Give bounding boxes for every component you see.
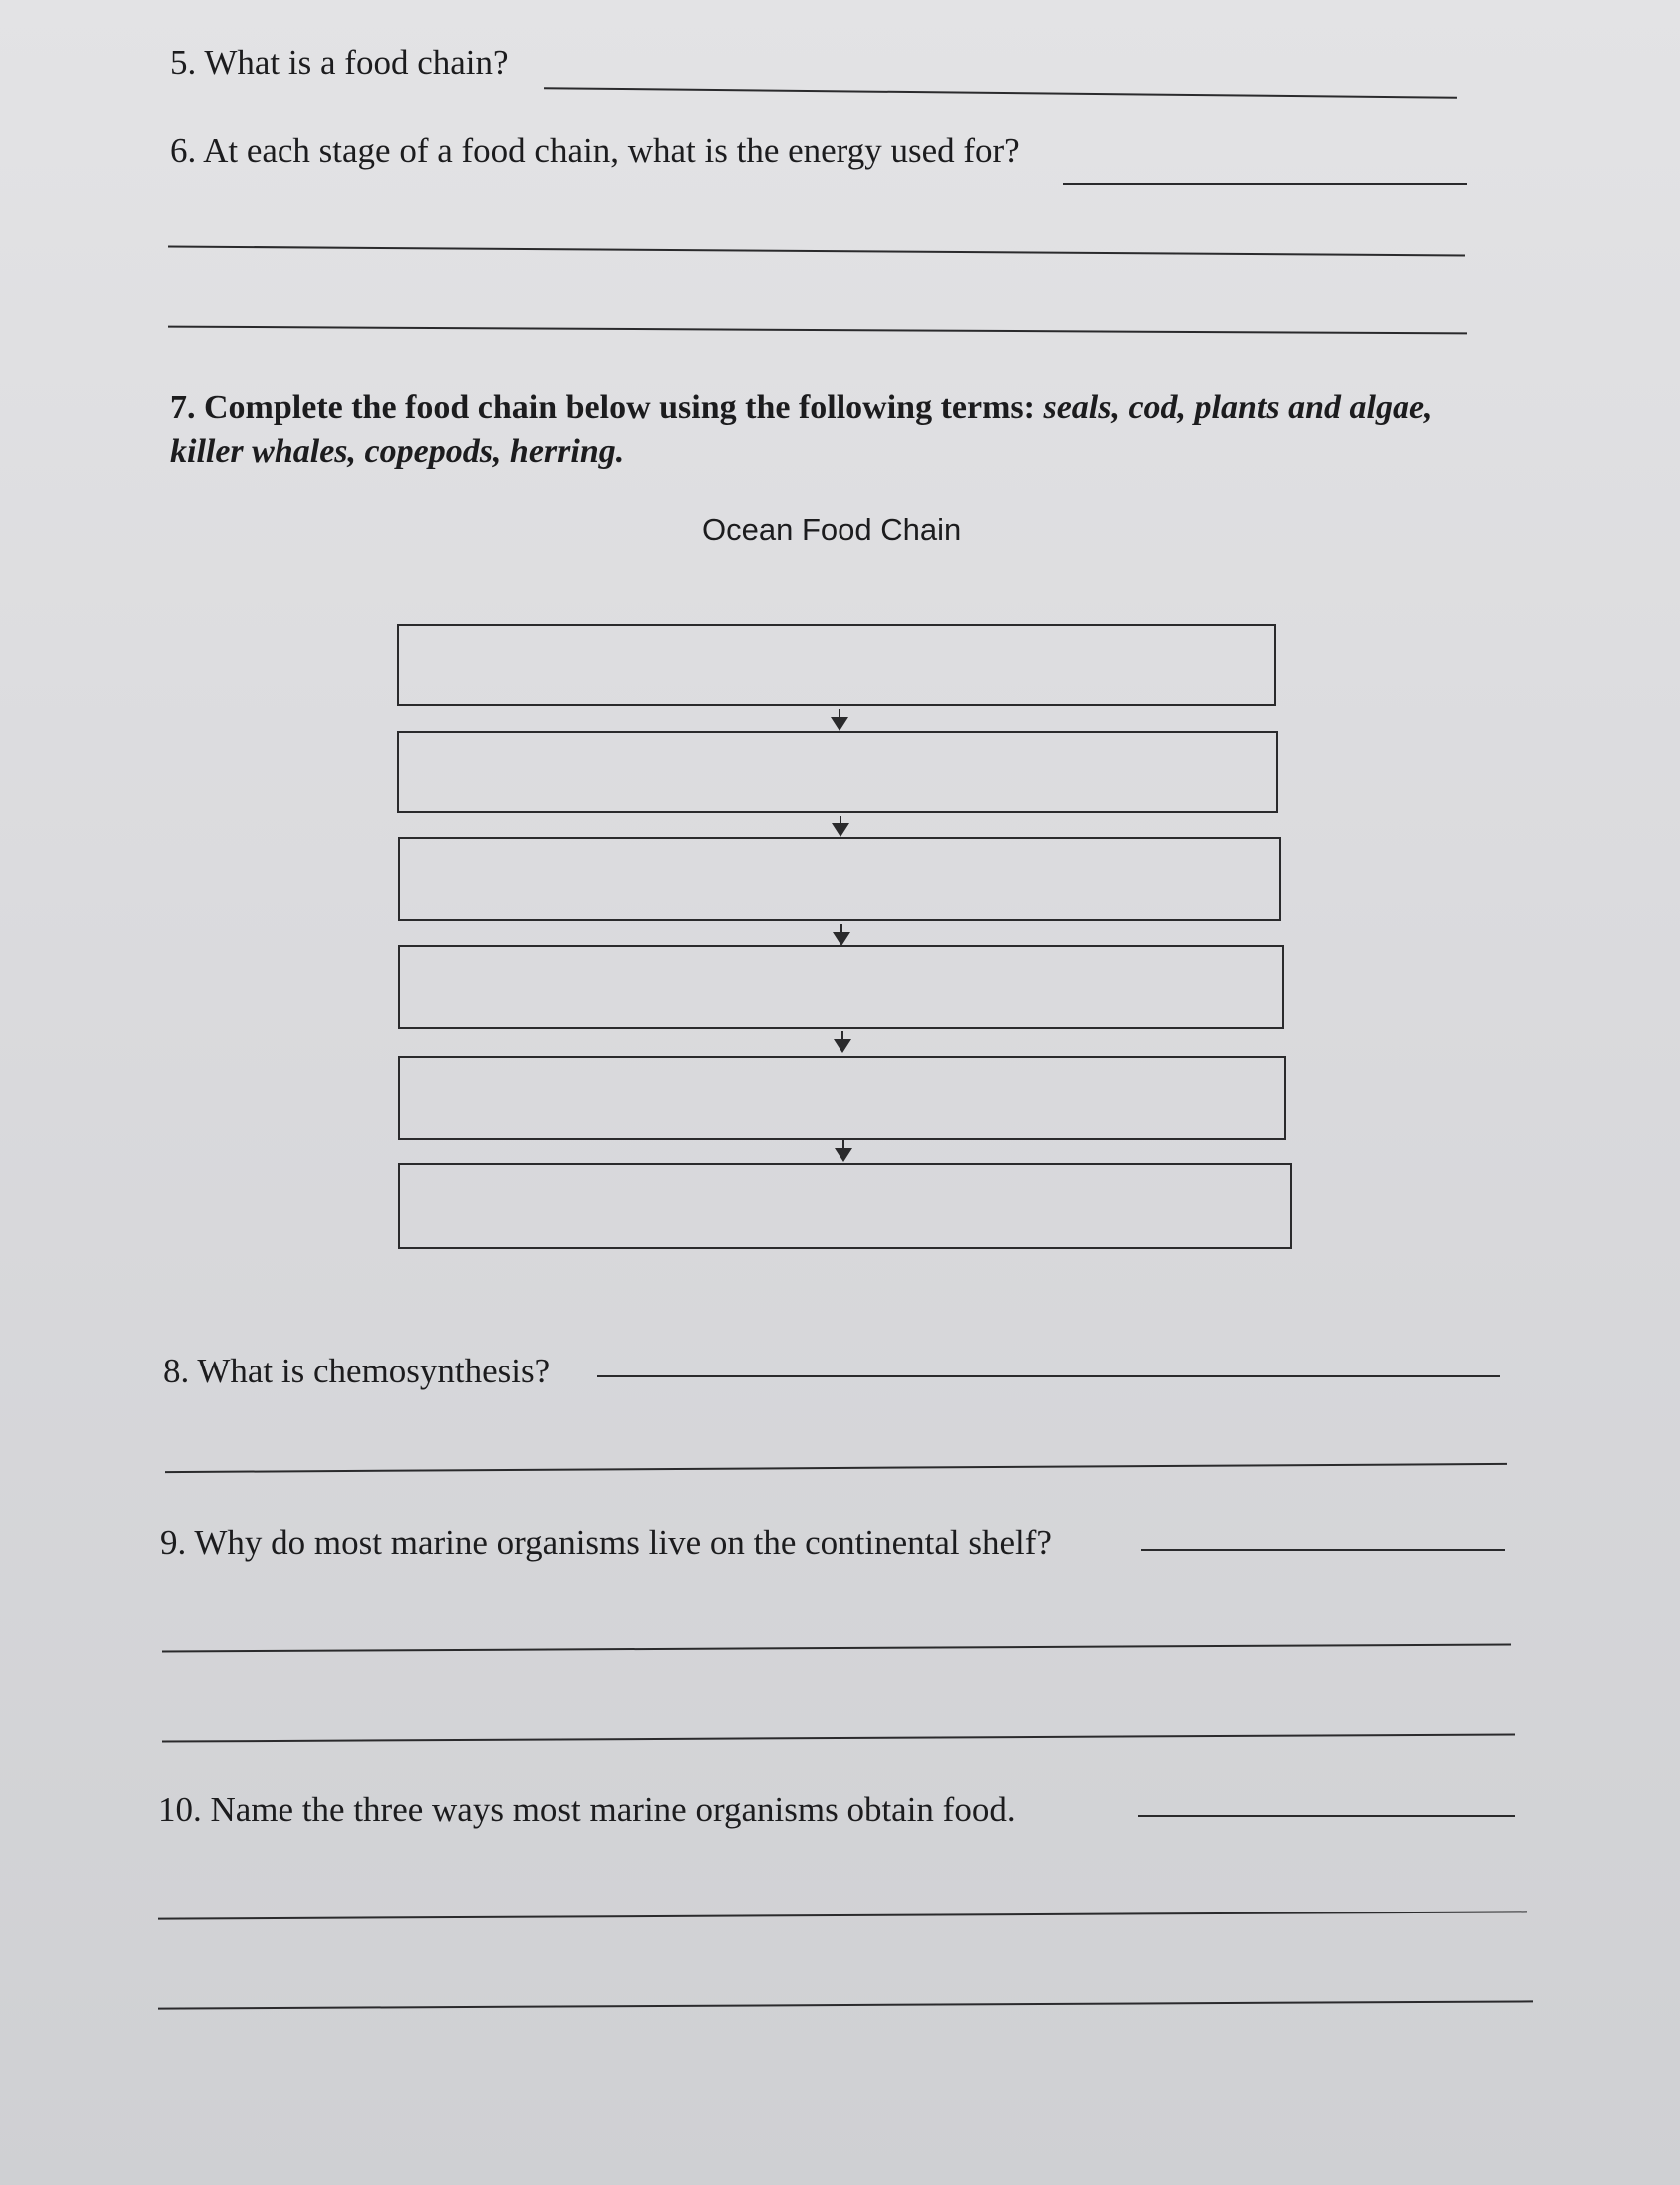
down-arrow-icon (833, 932, 850, 946)
food-chain-box-4[interactable] (398, 945, 1284, 1029)
question-7-lead: 7. Complete the food chain below using the following terms: (170, 389, 1044, 426)
question-5: 5. What is a food chain? (170, 43, 509, 82)
question-9: 9. Why do most marine organisms live on the continental shelf? (160, 1523, 1052, 1562)
answer-line-5[interactable] (544, 87, 1457, 99)
question-6: 6. At each stage of a food chain, what is the energy used for? (170, 131, 1020, 170)
food-chain-title: Ocean Food Chain (702, 512, 962, 547)
food-chain-box-6[interactable] (398, 1163, 1292, 1249)
question-7 (170, 386, 1507, 474)
down-arrow-icon (834, 1039, 851, 1053)
answer-line-8b[interactable] (165, 1463, 1507, 1473)
food-chain-box-2[interactable] (397, 731, 1278, 813)
answer-line-9c[interactable] (162, 1733, 1515, 1742)
food-chain-box-1[interactable] (397, 624, 1276, 706)
question-8: 8. What is chemosynthesis? (163, 1352, 551, 1390)
answer-line-10b[interactable] (158, 1911, 1527, 1919)
down-arrow-icon (831, 717, 848, 731)
answer-line-9b[interactable] (162, 1643, 1511, 1652)
answer-line-6b[interactable] (168, 245, 1465, 256)
answer-line-10c[interactable] (158, 2000, 1533, 2009)
food-chain-box-5[interactable] (398, 1056, 1286, 1140)
answer-line-10a[interactable] (1138, 1815, 1515, 1817)
down-arrow-icon (835, 1148, 852, 1162)
down-arrow-icon (832, 823, 849, 837)
answer-line-8a[interactable] (597, 1375, 1500, 1377)
food-chain-box-3[interactable] (398, 837, 1281, 921)
answer-line-6c[interactable] (168, 326, 1467, 335)
question-10: 10. Name the three ways most marine organisms obtain food. (158, 1790, 1016, 1829)
answer-line-6a[interactable] (1063, 183, 1467, 185)
question-7-terms: seals, cod, plants and algae, killer whales, copepods, herring. (170, 389, 1433, 470)
answer-line-9a[interactable] (1141, 1549, 1505, 1551)
